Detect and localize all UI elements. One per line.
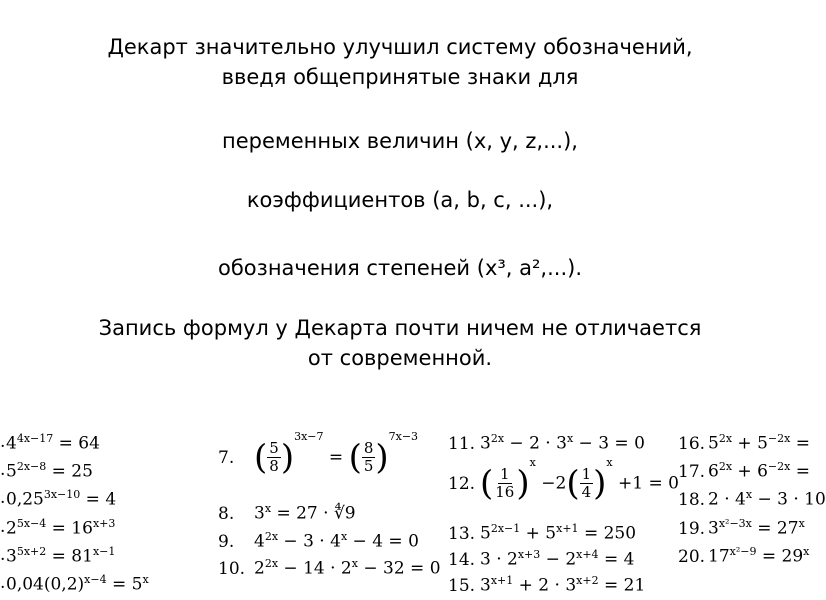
equation-9 (218, 530, 419, 552)
item-marker: . (0, 488, 6, 508)
eq-number: 11. (448, 433, 476, 454)
eq-number: 17. (678, 461, 706, 482)
eq-number: 13. (448, 523, 476, 544)
eq-number: 20. (678, 546, 706, 567)
eq-number: 12. (448, 473, 476, 494)
intro-line-7: от современной. (307, 346, 493, 370)
equation-5 (0, 545, 116, 567)
equation-18 (678, 488, 826, 510)
eq-exponent: x+1 (490, 574, 514, 587)
eq-rest-2: = (790, 461, 810, 482)
eq-rest: = 5 (106, 574, 143, 595)
eq-rest: = 29 (756, 546, 804, 567)
eq-base: 4 (254, 531, 265, 552)
eq-exponent: x (529, 456, 536, 469)
eq-exponent: 2x (490, 432, 505, 445)
eq-number: 7. (218, 447, 235, 468)
eq-exponent: x²−3x (718, 517, 752, 530)
equation-16 (678, 432, 810, 454)
item-marker: . (0, 432, 6, 452)
intro-line-2: введя общепринятые знаки для (221, 65, 579, 89)
eq-exponent-2: x+3 (92, 517, 116, 530)
eq-base: 5 (6, 461, 17, 482)
equation-1 (0, 432, 100, 454)
fraction (267, 440, 281, 475)
eq-rest: = 16 (46, 518, 93, 539)
equation-6 (0, 573, 149, 595)
eq-rest: − 2 · 3 (504, 433, 567, 454)
eq-exponent-2: x−1 (92, 545, 116, 558)
eq-rest-2: = 4 (598, 549, 635, 570)
eq-base: 2 (6, 518, 17, 539)
eq-exponent: 3x−10 (43, 488, 81, 501)
right-paren: ) (593, 463, 607, 504)
eq-base: 3 (6, 546, 17, 567)
eq-exponent-2: x (803, 545, 810, 558)
eq-exponent: x (264, 502, 272, 515)
eq-exponent-2: −2x (767, 460, 791, 473)
eq-exponent-2: x (340, 530, 348, 543)
intro-paragraph-2 (0, 126, 800, 156)
equation-15 (448, 574, 645, 596)
eq-base: 3 (480, 433, 491, 454)
eq-exponent-2: −2x (767, 432, 791, 445)
equation-13 (448, 522, 636, 544)
fraction (493, 466, 516, 501)
eq-rest: + 5 (732, 433, 768, 454)
right-paren: ) (516, 463, 530, 504)
eq-exponent: x²−9 (729, 545, 757, 558)
intro-line-5: обозначения степеней (x³, a²,...). (218, 256, 582, 280)
denominator: 4 (581, 483, 592, 501)
intro-line-6: Запись формул у Декарта почти ничем не отличается (98, 316, 702, 340)
eq-exponent-2: x (606, 456, 613, 469)
eq-base: 6 (708, 461, 719, 482)
fraction (580, 466, 594, 501)
eq-exponent: 2x (264, 530, 279, 543)
item-marker: . (0, 545, 6, 565)
equation-20 (678, 545, 809, 567)
intro-paragraph-1 (0, 32, 800, 92)
eq-exponent: 5x−4 (16, 517, 47, 530)
eq-rest-2: − 3 = 0 (573, 433, 645, 454)
eq-number: 15. (448, 575, 476, 596)
eq-rest: = 64 (53, 433, 100, 454)
eq-rest-2: − 32 = 0 (357, 558, 441, 579)
intro-paragraph-5 (0, 313, 800, 373)
intro-line-4: коэффициентов (a, b, c, ...), (246, 188, 554, 212)
equations-list (0, 420, 826, 600)
eq-exponent: 2x−8 (16, 460, 47, 473)
fraction (362, 440, 376, 475)
eq-exponent: 2x (718, 432, 733, 445)
denominator: 16 (495, 483, 515, 501)
eq-rest-2: − 4 = 0 (347, 531, 419, 552)
left-paren: ( (254, 437, 268, 478)
eq-rest: = 25 (46, 461, 93, 482)
equals-sign: = (323, 447, 349, 468)
eq-base: 3 (480, 575, 491, 596)
eq-rest: − 2 (540, 549, 577, 570)
eq-rest: + 6 (732, 461, 768, 482)
equation-14 (448, 548, 634, 570)
equation-11 (448, 432, 645, 454)
eq-base: 2 (254, 558, 265, 579)
eq-base: 5 (708, 433, 719, 454)
eq-exponent: x (745, 488, 753, 501)
eq-rest: + 2 · 3 (513, 575, 577, 596)
eq-rest-2: +1 = 0 (612, 473, 679, 494)
eq-base: 4 (6, 433, 17, 454)
left-paren: ( (566, 463, 580, 504)
eq-number: 16. (678, 433, 706, 454)
left-paren: ( (480, 463, 494, 504)
numerator: 8 (363, 439, 374, 457)
eq-exponent-2: x (566, 432, 574, 445)
eq-number: 14. (448, 549, 476, 570)
eq-rest: = 81 (46, 546, 93, 567)
eq-exponent-2: x (142, 573, 149, 586)
equation-10 (218, 557, 441, 579)
eq-exponent-2: x (351, 557, 358, 570)
intro-line-3: переменных величин (x, y, z,...), (222, 129, 578, 153)
eq-rest-2: = 250 (578, 523, 637, 544)
eq-exponent: x+3 (517, 548, 541, 561)
numerator: 1 (581, 465, 592, 483)
eq-exponent: x−4 (84, 573, 107, 586)
left-paren: ( (348, 437, 362, 478)
eq-number: 10. (218, 558, 246, 579)
eq-exponent: 2x (264, 557, 279, 570)
equation-17 (678, 460, 810, 482)
eq-number: 9. (218, 531, 235, 552)
equation-12 (448, 456, 679, 504)
equation-8 (218, 502, 356, 524)
eq-exponent-2: x+4 (576, 548, 599, 561)
eq-base: 0,25 (6, 489, 44, 510)
eq-base: 0,04(0,2) (6, 574, 85, 595)
item-marker: . (0, 460, 6, 480)
eq-exponent: 2x−1 (490, 522, 521, 535)
equation-4 (0, 517, 116, 539)
eq-number: 8. (218, 503, 235, 524)
numerator: 5 (269, 439, 279, 457)
eq-base: 3 · 2 (480, 549, 518, 570)
eq-exponent: 2x (718, 460, 733, 473)
intro-line-1: Декарт значительно улучшил систему обозначений, (107, 35, 693, 59)
equation-3 (0, 488, 117, 510)
eq-exponent-2: x (798, 517, 805, 530)
eq-base: 3 (254, 503, 265, 524)
equation-2 (0, 460, 93, 482)
denominator: 5 (363, 457, 374, 475)
item-marker: . (0, 517, 6, 537)
eq-rest: = 27 · ∜9 (271, 503, 356, 524)
eq-rest: + 5 (520, 523, 557, 544)
numerator: 1 (500, 465, 510, 483)
eq-base: 5 (480, 523, 491, 544)
right-paren: ) (375, 437, 389, 478)
eq-base: 17 (708, 546, 730, 567)
eq-exponent: 5x+2 (16, 545, 47, 558)
eq-rest: − 14 · 2 (278, 558, 352, 579)
eq-exponent-2: x+1 (556, 522, 579, 535)
denominator: 8 (269, 457, 279, 475)
eq-rest: − 3 · 4 (278, 531, 341, 552)
eq-rest: = 4 (80, 489, 117, 510)
eq-rest-2: = (790, 433, 810, 454)
eq-exponent-2: x+2 (576, 574, 599, 587)
eq-number: 19. (678, 518, 706, 539)
eq-exponent: 4x−17 (16, 432, 54, 445)
equation-19 (678, 517, 805, 539)
eq-base: 2 · 4 (708, 489, 746, 510)
eq-rest: −2 (535, 473, 567, 494)
eq-exponent: 3x−7 (294, 430, 324, 443)
eq-rest-2: = 21 (598, 575, 646, 596)
eq-exponent-2: 7x−3 (388, 430, 419, 443)
eq-rest: = 27 (751, 518, 799, 539)
right-paren: ) (280, 437, 295, 478)
equation-7 (218, 430, 418, 478)
intro-paragraph-4 (0, 253, 800, 283)
intro-paragraph-3 (0, 185, 800, 215)
eq-number: 18. (678, 489, 706, 510)
eq-rest: − 3 · 10 (752, 489, 826, 510)
item-marker: . (0, 573, 6, 593)
eq-base: 3 (708, 518, 719, 539)
